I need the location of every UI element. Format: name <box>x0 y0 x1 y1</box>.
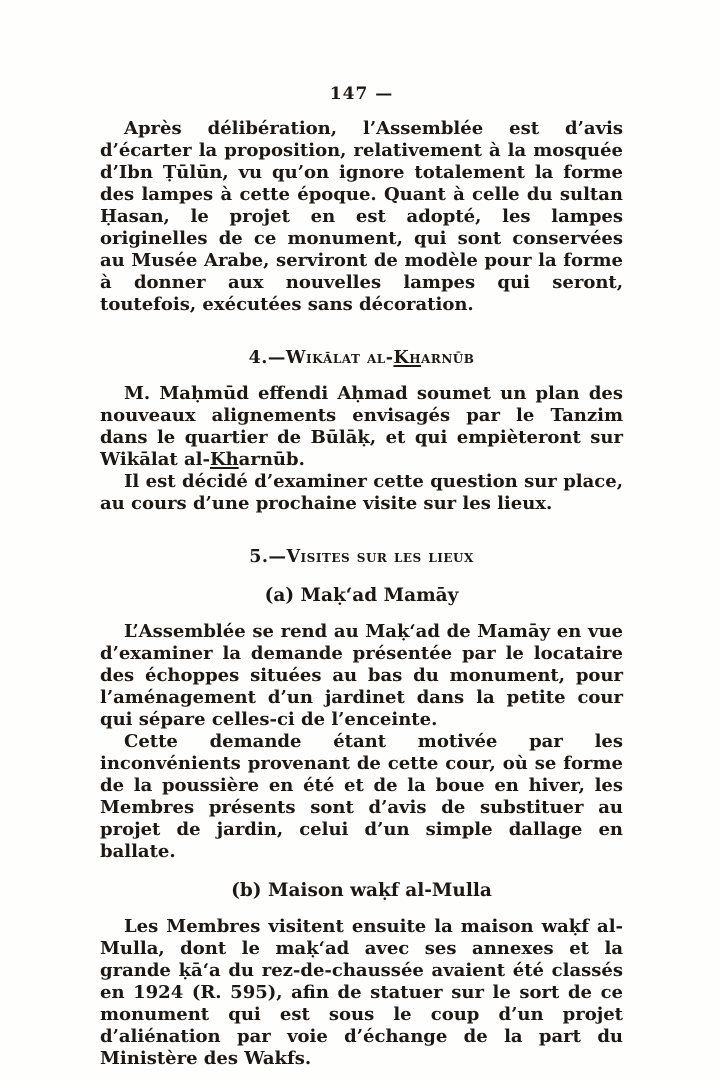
section-heading: 4.—Wikālat al-Kharnūb <box>248 348 475 368</box>
page-number: 147 — <box>329 84 394 104</box>
paragraph: L’Assemblée se rend au Maḳʻad de Mamāy en vue d’examiner la demande présentée par le locataire des échoppes situées au bas du monument, pour l’aménagement d’un jardinet dans la petite cour qui sépare celles-ci de l’enceinte. <box>100 621 623 730</box>
underlined-text: Kh <box>393 348 422 368</box>
page-body <box>100 118 623 1070</box>
section-heading: 5.—Visites sur les lieux <box>249 547 474 567</box>
subsection-heading: (b) Maison waḳf al-Mulla <box>231 880 492 901</box>
underlined-text: Kh <box>209 449 239 470</box>
paragraph: Cette demande étant motivée par les inconvénients provenant de cette cour, où se forme de la poussière en été et de la boue en hiver, les Membres présents sont d’avis de substituer au projet de jardin, celui d’un simple dallage en ballate. <box>100 731 623 862</box>
paragraph: Après délibération, l’Assemblée est d’avis d’écarter la proposition, relativement à la mosquée d’Ibn Ṭūlūn, vu qu’on ignore totalement la forme des lampes à cette époque. Quant à celle du sultan Ḥasan, le projet en est adopté, les lampes originelles de ce monument, qui sont conservées au Musée Arabe, serviront de modèle pour la forme à donner aux nouvelles lampes qui seront, toutefois, exécutées sans décoration. <box>100 118 623 315</box>
paragraph: Il est décidé d’examiner cette question sur place, au cours d’une prochaine visite sur les lieux. <box>100 471 623 514</box>
subsection-heading: (a) Maḳʻad Mamāy <box>264 585 459 606</box>
paragraph: M. Maḥmūd effendi Aḥmad soumet un plan des nouveaux alignements envisagés par le Tanzim dans le quartier de Būlāḳ, et qui empièteront sur Wikālat al-Kharnūb. <box>100 383 623 470</box>
paragraph: Les Membres visitent ensuite la maison waḳf al-Mulla, dont le maḳʻad avec ses annexes et la grande ḳāʻa du rez-de-chaussée avaient été classés en 1924 (R. 595), afin de statuer sur le sort de ce monument qui est sous le coup d’un projet d’aliénation par voie d’échange de la part du Ministère des Wakfs. <box>100 916 623 1069</box>
